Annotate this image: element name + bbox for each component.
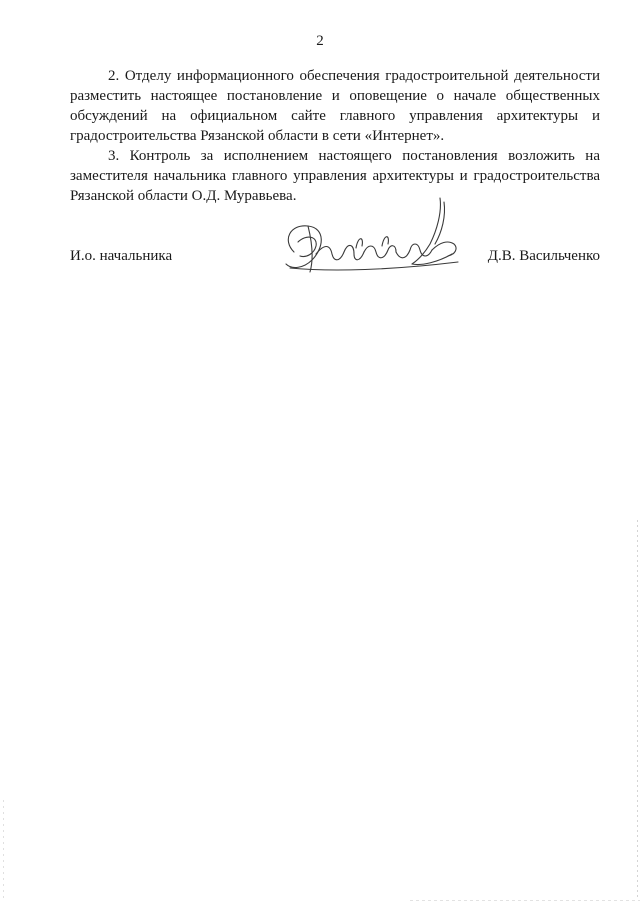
signer-title: И.о. начальника [70, 248, 173, 264]
signature-block [70, 246, 600, 266]
scan-artifact-left-edge [3, 800, 4, 900]
page-number: 2 [316, 33, 324, 49]
scan-artifact-bottom-edge [410, 900, 640, 901]
scan-artifact-right-edge [637, 520, 638, 900]
paragraph-3: 3. Контроль за исполнением настоящего постановления возложить на заместителя начальника главного управления архитектуры и градостроительства Рязанской области О.Д. Муравьева. [70, 148, 600, 204]
paragraph-2: 2. Отделу информационного обеспечения градостроительной деятельности разместить настоящее постановление и оповещение о начале общественных обсуждений на официальном сайте главного управления архитектуры и градостроительства Рязанской области в сети «Интернет». [70, 68, 600, 144]
signer-name: Д.В. Васильченко [487, 248, 600, 264]
handwritten-signature [272, 182, 472, 282]
